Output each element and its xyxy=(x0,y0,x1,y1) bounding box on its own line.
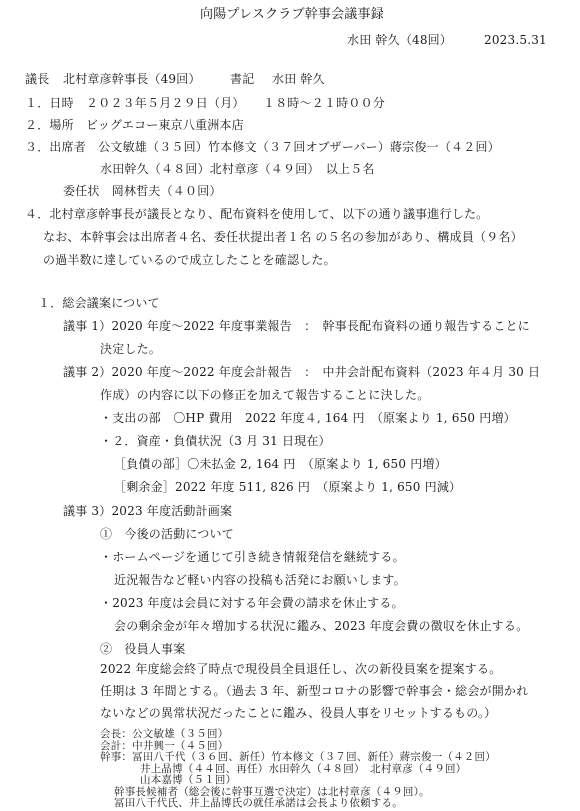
officers-term-cont: ないなどの異常状況だったことに鑑み、役員人事をリセットするもの。） xyxy=(100,706,497,720)
section-heading: １．総会議案について xyxy=(38,296,160,310)
plan-bullet-fee-cont: 会の剰余金が年々増加する状況に鑑み、2023 年度会費の徴収を休止する。 xyxy=(114,619,529,633)
plan-bullet-homepage: ・ホームページを通じて引き続き情報発信を継続する。 xyxy=(100,550,405,564)
officers-proposal: 2022 年度総会終了時点で現役員全員退任し、次の新役員案を提案する。 xyxy=(100,662,502,676)
officer-treasurer: 会計：中井興一（４５回） xyxy=(100,739,229,752)
agenda-1: 議事 1）2020 年度～2022 年度事業報告 ： 幹事長配布資料の通り報告することに xyxy=(63,319,530,333)
officer-president: 会長：公文敏雄（３５回） xyxy=(100,728,229,740)
document-title: 向陽プレスクラブ幹事会議事録 xyxy=(200,7,384,22)
chair-label: 議長 xyxy=(25,72,50,86)
officer-directors: 幹事：冨田八千代（３６回、新任）竹本修文（３７回、新任）蔣宗俊一（４２回） xyxy=(100,751,496,763)
item-proceedings-cont2: の過半数に達しているので成立したことを確認した。 xyxy=(43,253,336,267)
secretary-label: 書記 xyxy=(230,72,255,86)
agenda-1-cont: 決定した。 xyxy=(100,342,162,356)
agenda-3: 議事 3）2023 年度活動計画案 xyxy=(63,504,233,518)
plan-heading-officers: ② 役員人事案 xyxy=(100,642,186,656)
secretary-name: 水田 幹久 xyxy=(272,72,325,86)
officer-directors-cont2: 山本嘉博（５１回） xyxy=(140,774,237,786)
document-date: 2023.5.31 xyxy=(484,33,547,47)
plan-heading-activities: ① 今後の活動について xyxy=(100,527,234,541)
agenda-2-cont: 作成）の内容に以下の修正を加えて報告することに決した。 xyxy=(100,388,430,402)
closing-note: 冨田八千代氏、井上晶博氏の就任承諾は会長より依頼する。 xyxy=(114,797,403,809)
officers-term: 任期は 3 年間とする。（過去 3 年、新型コロナの影響で幹事会・総会が開かれ xyxy=(100,684,529,698)
document-author: 水田 幹久（48回） xyxy=(347,33,453,47)
plan-bullet-fee: ・2023 年度は会員に対する年会費の請求を休止する。 xyxy=(100,596,404,610)
item-location: ２．場所 ビッグエコー東京八重洲本店 xyxy=(25,118,244,132)
agenda-2: 議事 2）2020 年度～2022 年度会計報告 ： 中井会計配布資料（2023 年４月 30 日 xyxy=(63,365,541,379)
item-date-time: １．日時 ２０２３年５月２９日（月） １８時～２１時００分 xyxy=(25,96,386,110)
agenda-2-debt: ［負債の部］〇未払金 2, 164 円 （原案より 1, 650 円増） xyxy=(114,457,447,471)
agenda-2-surplus: ［剰余金］2022 年度 511, 826 円 （原案より 1, 650 円減） xyxy=(114,480,462,494)
item-proxy: 委任状 岡林哲夫（４０回） xyxy=(63,184,222,198)
item-proceedings-cont1: なお、本幹事会は出席者４名、委任状提出者１名 の５名の参加があり、構成員（９名） xyxy=(43,230,523,244)
agenda-2-bullet-assets: ・２．資産・負債状況（3 月 31 日現在） xyxy=(100,434,331,448)
item-proceedings: ４．北村章彦幹事長が議長となり、配布資料を使用して、以下の通り議事進行した。 xyxy=(25,207,489,221)
chair-name: 北村章彦幹事長（49回） xyxy=(63,72,201,86)
officer-directors-cont1: 井上晶博（４４回、再任）水田幹久（４８回） 北村章彦（４９回） xyxy=(140,762,467,775)
item-attendees-cont: 水田幹久（４８回）北村章彦（４９回） 以上５名 xyxy=(100,162,375,176)
plan-bullet-homepage-cont: 近況報告など軽い内容の投稿も活発にお願いします。 xyxy=(114,573,406,587)
item-attendees: ３．出席者 公文敏雄（３５回）竹本修文（３７回オブザーバー）蔣宗俊一（４２回） xyxy=(25,140,500,154)
director-candidate: 幹事長候補者（総会後に幹事互選で決定）は北村章彦（４９回）。 xyxy=(114,785,430,798)
agenda-2-bullet-expense: ・支出の部 〇HP 費用 2022 年度４, 164 円 （原案より 1, 650 円増） xyxy=(100,411,516,425)
